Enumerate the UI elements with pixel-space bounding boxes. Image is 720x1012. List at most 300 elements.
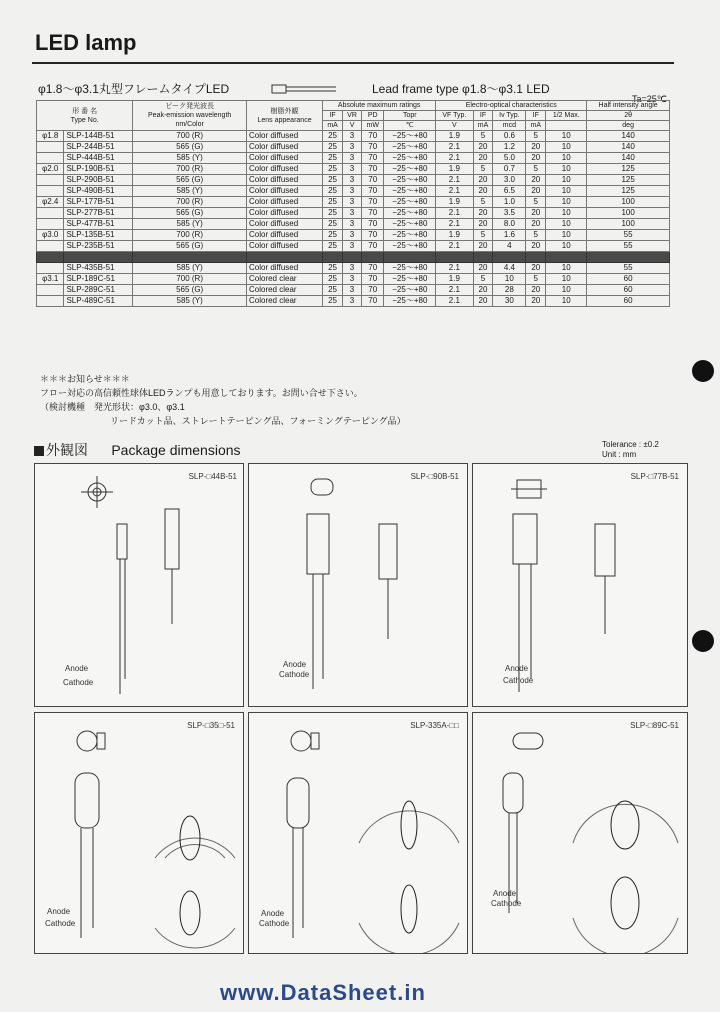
table-cell: 10	[546, 252, 587, 263]
subtitle-en: Lead frame type φ1.8～φ3.1 LED	[372, 82, 550, 96]
section-heading	[34, 440, 241, 460]
table-cell: 70	[362, 241, 384, 252]
table-cell: 8.0	[493, 219, 526, 230]
header-lens: 樹脂外観 Lens appearance	[246, 101, 322, 131]
table-cell: 10	[546, 131, 587, 142]
header-unit: mcd	[493, 121, 526, 131]
table-cell: 10	[546, 285, 587, 296]
subtitle-jp: φ1.8～φ3.1丸型フレームタイプLED	[38, 82, 230, 96]
color-code: (Y)	[192, 263, 203, 272]
table-cell: 3	[343, 252, 362, 263]
table-cell: SLP-335A-51	[64, 252, 133, 263]
table-cell: 70	[362, 219, 384, 230]
ambient-temp-note: Ta=25℃	[632, 94, 667, 104]
binder-hole-icon	[692, 630, 714, 652]
table-cell: 2.1	[436, 263, 473, 274]
table-cell: 70	[362, 131, 384, 142]
package-drawing	[473, 713, 687, 953]
table-cell: 125	[587, 175, 670, 186]
header-sub: IF	[473, 111, 493, 121]
table-cell: 70	[362, 252, 384, 263]
section-en: Package dimensions	[111, 442, 241, 458]
table-cell	[133, 197, 247, 208]
table-cell: SLP-144B-51	[64, 131, 133, 142]
table-cell: 5	[526, 197, 546, 208]
table-cell: 10	[546, 186, 587, 197]
table-row	[37, 274, 670, 285]
table-row	[37, 208, 670, 219]
table-cell: 20	[526, 208, 546, 219]
table-cell	[133, 208, 247, 219]
table-cell: 3.5	[493, 208, 526, 219]
table-cell: 70	[362, 153, 384, 164]
color-code: (R)	[191, 164, 203, 173]
table-cell: 70	[362, 285, 384, 296]
table-cell: SLP-490B-51	[64, 186, 133, 197]
table-row	[37, 230, 670, 241]
package-drawing	[35, 464, 243, 706]
table-row	[37, 285, 670, 296]
header-electro: Electro-optical characteristics	[436, 101, 587, 111]
table-cell	[37, 208, 64, 219]
header-peak: ピーク発光波長 Peak-emission wavelength nm/Color	[133, 101, 247, 131]
title-rule	[32, 62, 674, 64]
table-cell: Color diffused	[246, 241, 322, 252]
table-cell: Color diffused	[246, 175, 322, 186]
table-cell: 5	[526, 230, 546, 241]
table-cell: 20	[473, 208, 493, 219]
table-cell	[37, 186, 64, 197]
table-cell: SLP-235B-51	[64, 241, 133, 252]
table-cell: Color diffused	[246, 186, 322, 197]
table-cell	[133, 241, 247, 252]
wavelength: 585	[176, 296, 190, 305]
cathode-label: Cathode	[45, 919, 76, 928]
wavelength: 565	[176, 142, 190, 151]
table-cell: 3	[343, 285, 362, 296]
table-cell: φ3.1	[37, 274, 64, 285]
table-cell: SLP-444B-51	[64, 153, 133, 164]
table-cell: −25～+80	[384, 131, 436, 142]
table-cell: −25～+80	[384, 252, 436, 263]
table-cell: 10	[546, 241, 587, 252]
wavelength: 565	[176, 241, 190, 250]
table-cell: 2.1	[436, 142, 473, 153]
table-cell: 10	[546, 296, 587, 307]
notice	[40, 372, 406, 428]
table-cell: 3	[343, 263, 362, 274]
package-drawing	[249, 713, 467, 953]
page-title: LED lamp	[35, 30, 137, 55]
table-cell: 55	[587, 263, 670, 274]
table-cell: −25～+80	[384, 230, 436, 241]
table-cell: 60	[587, 296, 670, 307]
table-cell: 20	[526, 241, 546, 252]
table-cell: −25～+80	[384, 208, 436, 219]
table-cell: 20	[473, 142, 493, 153]
table-cell: 20	[526, 296, 546, 307]
color-code: (R)	[191, 131, 203, 140]
table-row	[37, 131, 670, 142]
table-cell: 100	[587, 208, 670, 219]
tolerance-unit: Unit : mm	[602, 450, 637, 459]
notice-line: フロー対応の高信頼性球体LEDランプも用意しております。お問い合せ下さい。	[40, 388, 363, 398]
table-cell: 2.1	[436, 175, 473, 186]
table-cell: 25	[323, 164, 343, 175]
table-cell: 5	[473, 230, 493, 241]
table-cell: 25	[323, 252, 343, 263]
table-cell: 3	[343, 186, 362, 197]
table-cell: 20	[473, 263, 493, 274]
table-cell: SLP-435B-51	[64, 263, 133, 274]
table-cell: 100	[587, 197, 670, 208]
header-sub: IF	[323, 111, 343, 121]
table-cell: 3	[343, 274, 362, 285]
table-cell	[37, 263, 64, 274]
header-sub: VR	[343, 111, 362, 121]
table-cell: 25	[323, 230, 343, 241]
table-cell: −25～+80	[384, 164, 436, 175]
table-cell: 10	[546, 142, 587, 153]
table-row	[37, 219, 670, 230]
table-cell: 5	[526, 131, 546, 142]
table-cell: Clear	[246, 252, 322, 263]
lead-frame-icon	[270, 82, 340, 96]
table-cell: SLP-135B-51	[64, 230, 133, 241]
table-cell: 10	[546, 274, 587, 285]
table-cell: 70	[362, 230, 384, 241]
table-cell: 70	[362, 142, 384, 153]
package-panel-1	[34, 463, 244, 707]
color-code: (G)	[191, 175, 204, 184]
color-code: (Y)	[192, 219, 203, 228]
table-cell: 28	[493, 285, 526, 296]
cathode-label: Cathode	[63, 678, 94, 687]
header-unit	[546, 121, 587, 131]
table-cell: 25	[323, 296, 343, 307]
table-cell: 20	[473, 153, 493, 164]
table-cell	[133, 296, 247, 307]
table-cell: 140	[587, 131, 670, 142]
table-cell: Color diffused	[246, 142, 322, 153]
table-cell: 1.0	[493, 197, 526, 208]
table-cell: 10	[546, 219, 587, 230]
table-cell: 1.9	[436, 197, 473, 208]
table-cell: φ3.0	[37, 230, 64, 241]
table-cell: SLP-177B-51	[64, 197, 133, 208]
header-unit: mA	[323, 121, 343, 131]
table-cell: 25	[323, 274, 343, 285]
wavelength: 700	[176, 274, 190, 283]
table-cell: 5	[526, 164, 546, 175]
table-cell: 20	[473, 252, 493, 263]
header-unit: deg	[587, 121, 670, 131]
anode-label: Anode	[283, 660, 307, 669]
header-unit: mA	[473, 121, 493, 131]
table-cell	[37, 285, 64, 296]
table-cell: Color diffused	[246, 197, 322, 208]
table-cell: 3	[343, 175, 362, 186]
header-unit: V	[436, 121, 473, 131]
table-cell: SLP-190B-51	[64, 164, 133, 175]
table-cell: 2.1	[436, 186, 473, 197]
table-cell: −25～+80	[384, 241, 436, 252]
table-cell: 25	[323, 219, 343, 230]
table-cell: SLP-477B-51	[64, 219, 133, 230]
wavelength: 700	[176, 131, 190, 140]
color-code: (Y)	[192, 153, 203, 162]
table-cell: 3	[343, 153, 362, 164]
anode-label: Anode	[65, 664, 89, 673]
table-cell: 20	[473, 175, 493, 186]
table-cell: 30	[493, 296, 526, 307]
header-sub: 2θ	[587, 111, 670, 121]
table-row	[37, 153, 670, 164]
color-code: (G)	[191, 208, 204, 217]
wavelength: 700	[176, 230, 190, 239]
wavelength: 585	[176, 153, 190, 162]
panel-label: SLP-□44B-51	[188, 472, 237, 481]
table-cell: 2.1	[436, 153, 473, 164]
table-cell: −25～+80	[384, 153, 436, 164]
table-cell: 3	[343, 230, 362, 241]
cathode-label: Cathode	[259, 919, 290, 928]
table-cell: 1.9	[436, 131, 473, 142]
table-row	[37, 252, 670, 263]
table-cell: 1.9	[436, 230, 473, 241]
color-code: (G)	[191, 142, 204, 151]
table-cell: 20	[526, 186, 546, 197]
table-cell: 5	[473, 131, 493, 142]
table-cell: Color diffused	[246, 208, 322, 219]
table-cell	[37, 219, 64, 230]
table-cell: 20	[526, 219, 546, 230]
table-cell: Colored clear	[246, 285, 322, 296]
table-cell: φ2.0	[37, 164, 64, 175]
table-row	[37, 142, 670, 153]
table-cell	[37, 142, 64, 153]
table-cell	[37, 175, 64, 186]
table-cell: 2.1	[436, 285, 473, 296]
cathode-label: Cathode	[279, 670, 310, 679]
table-cell: 20	[526, 153, 546, 164]
table-cell: 5	[473, 197, 493, 208]
header-sub: Topr	[384, 111, 436, 121]
table-cell: 3	[343, 208, 362, 219]
table-cell: 20	[473, 186, 493, 197]
table-cell: 70	[362, 164, 384, 175]
wavelength: 585	[176, 263, 190, 272]
table-cell: 70	[362, 274, 384, 285]
table-cell: 4	[493, 241, 526, 252]
table-cell	[133, 175, 247, 186]
wavelength: 565	[176, 285, 190, 294]
package-panel-6	[472, 712, 688, 954]
table-cell	[133, 252, 247, 263]
table-cell: 2.1	[436, 252, 473, 263]
package-drawing	[35, 713, 243, 953]
table-cell: 6.5	[493, 186, 526, 197]
table-cell: 10	[546, 230, 587, 241]
table-cell	[133, 142, 247, 153]
header-unit: mA	[526, 121, 546, 131]
table-cell: 5	[473, 164, 493, 175]
table-cell: 10	[546, 153, 587, 164]
wavelength: 585	[176, 186, 190, 195]
table-cell: SLP-489C-51	[64, 296, 133, 307]
table-cell: 25	[323, 263, 343, 274]
table-cell: SLP-244B-51	[64, 142, 133, 153]
panel-label: SLP-□77B-51	[630, 472, 679, 481]
table-cell: 10	[493, 274, 526, 285]
tolerance-line: Tolerance : ±0.2	[602, 440, 659, 449]
table-cell: 1.6	[493, 230, 526, 241]
header-unit: mW	[362, 121, 384, 131]
table-cell: 3.0	[493, 175, 526, 186]
header-sub: PD	[362, 111, 384, 121]
wavelength: 585	[176, 219, 190, 228]
table-cell: Colored clear	[246, 296, 322, 307]
table-cell: 2.1	[436, 241, 473, 252]
table-cell: 0.6	[493, 131, 526, 142]
table-cell: 20	[473, 241, 493, 252]
color-code: (Y.G)	[188, 252, 207, 261]
color-code: (Y)	[192, 186, 203, 195]
table-row	[37, 175, 670, 186]
header-sub: 1/2 Max.	[546, 111, 587, 121]
table-row	[37, 296, 670, 307]
table-cell: 20	[473, 219, 493, 230]
table-cell: 10	[546, 263, 587, 274]
table-cell: Color diffused	[246, 263, 322, 274]
panel-label: SLP-□90B-51	[410, 472, 459, 481]
table-row	[37, 263, 670, 274]
table-cell: 35	[587, 252, 670, 263]
table-cell: Color diffused	[246, 219, 322, 230]
table-cell: −25～+80	[384, 285, 436, 296]
color-code: (G)	[191, 285, 204, 294]
section-jp: 外観図	[46, 442, 88, 458]
wavelength: 565	[176, 175, 190, 184]
table-cell: 10	[546, 197, 587, 208]
package-panel-2	[248, 463, 468, 707]
package-panel-3	[472, 463, 688, 707]
table-cell	[133, 274, 247, 285]
table-row	[37, 164, 670, 175]
header-type: 形 番 名 Type No.	[37, 101, 133, 131]
table-cell: 5	[473, 274, 493, 285]
color-code: (R)	[191, 197, 203, 206]
table-cell	[133, 219, 247, 230]
header-unit: V	[343, 121, 362, 131]
table-cell: 20	[473, 285, 493, 296]
table-cell: 25	[323, 285, 343, 296]
square-bullet-icon	[34, 446, 44, 456]
table-cell: −25～+80	[384, 296, 436, 307]
table-cell: −25～+80	[384, 186, 436, 197]
table-cell: SLP-290B-51	[64, 175, 133, 186]
table-cell: 1.9	[436, 164, 473, 175]
table-cell: 25	[323, 175, 343, 186]
table-cell: 25	[323, 241, 343, 252]
table-cell: 55	[587, 230, 670, 241]
table-cell: 20	[526, 142, 546, 153]
table-cell: −25～+80	[384, 175, 436, 186]
anode-label: Anode	[493, 889, 517, 898]
table-row	[37, 186, 670, 197]
table-cell: −25～+80	[384, 263, 436, 274]
table-cell	[133, 131, 247, 142]
table-cell: 3	[343, 219, 362, 230]
table-cell: Color diffused	[246, 230, 322, 241]
header-half-angle: Half intensity angle	[587, 101, 670, 111]
table-cell: 20	[526, 285, 546, 296]
table-cell: −25～+80	[384, 219, 436, 230]
wavelength: 700	[176, 197, 190, 206]
table-cell: SLP-189C-51	[64, 274, 133, 285]
table-cell: 5	[526, 274, 546, 285]
table-cell: 70	[362, 175, 384, 186]
table-cell: −25～+80	[384, 197, 436, 208]
anode-label: Anode	[261, 909, 285, 918]
table-cell: 140	[587, 142, 670, 153]
table-cell	[133, 263, 247, 274]
table-cell: −25～+80	[384, 274, 436, 285]
wavelength: 567	[172, 252, 187, 261]
table-cell: 3	[343, 241, 362, 252]
table-cell: SLP-289C-51	[64, 285, 133, 296]
table-cell: 140	[587, 153, 670, 164]
table-cell: 25	[323, 208, 343, 219]
table-cell: 125	[587, 164, 670, 175]
table-cell: 1.2	[493, 142, 526, 153]
table-cell: 4.4	[493, 263, 526, 274]
table-cell: 70	[362, 263, 384, 274]
table-cell: Color diffused	[246, 164, 322, 175]
color-code: (G)	[191, 241, 204, 250]
binder-hole-icon	[692, 360, 714, 382]
table-cell: 25	[323, 186, 343, 197]
table-cell	[37, 153, 64, 164]
table-cell: 5.0	[493, 153, 526, 164]
table-cell: 70	[362, 208, 384, 219]
table-cell	[133, 230, 247, 241]
table-cell	[133, 186, 247, 197]
notice-heading: ＊＊＊お知らせ＊＊＊	[40, 374, 130, 384]
color-code: (Y)	[192, 296, 203, 305]
panel-label: SLP-□35□-51	[187, 721, 235, 730]
table-cell: 3	[343, 296, 362, 307]
table-cell	[133, 153, 247, 164]
package-panel-5	[248, 712, 468, 954]
notice-line: （検討機種 発光形状：φ3.0、φ3.1	[40, 402, 185, 412]
table-cell: 20	[526, 252, 546, 263]
table-cell	[133, 285, 247, 296]
panel-label: SLP-□89C-51	[630, 721, 679, 730]
table-cell: 100	[587, 219, 670, 230]
table-cell: Color diffused	[246, 153, 322, 164]
table-cell: 10	[546, 208, 587, 219]
cathode-label: Cathode	[491, 899, 522, 908]
table-cell: 3	[343, 142, 362, 153]
table-cell: Colored clear	[246, 274, 322, 285]
table-cell: Color diffused	[246, 131, 322, 142]
table-cell: 20	[526, 263, 546, 274]
table-cell: 3	[343, 131, 362, 142]
table-cell	[133, 164, 247, 175]
table-cell: φ2.4	[37, 197, 64, 208]
table-cell	[37, 252, 64, 263]
